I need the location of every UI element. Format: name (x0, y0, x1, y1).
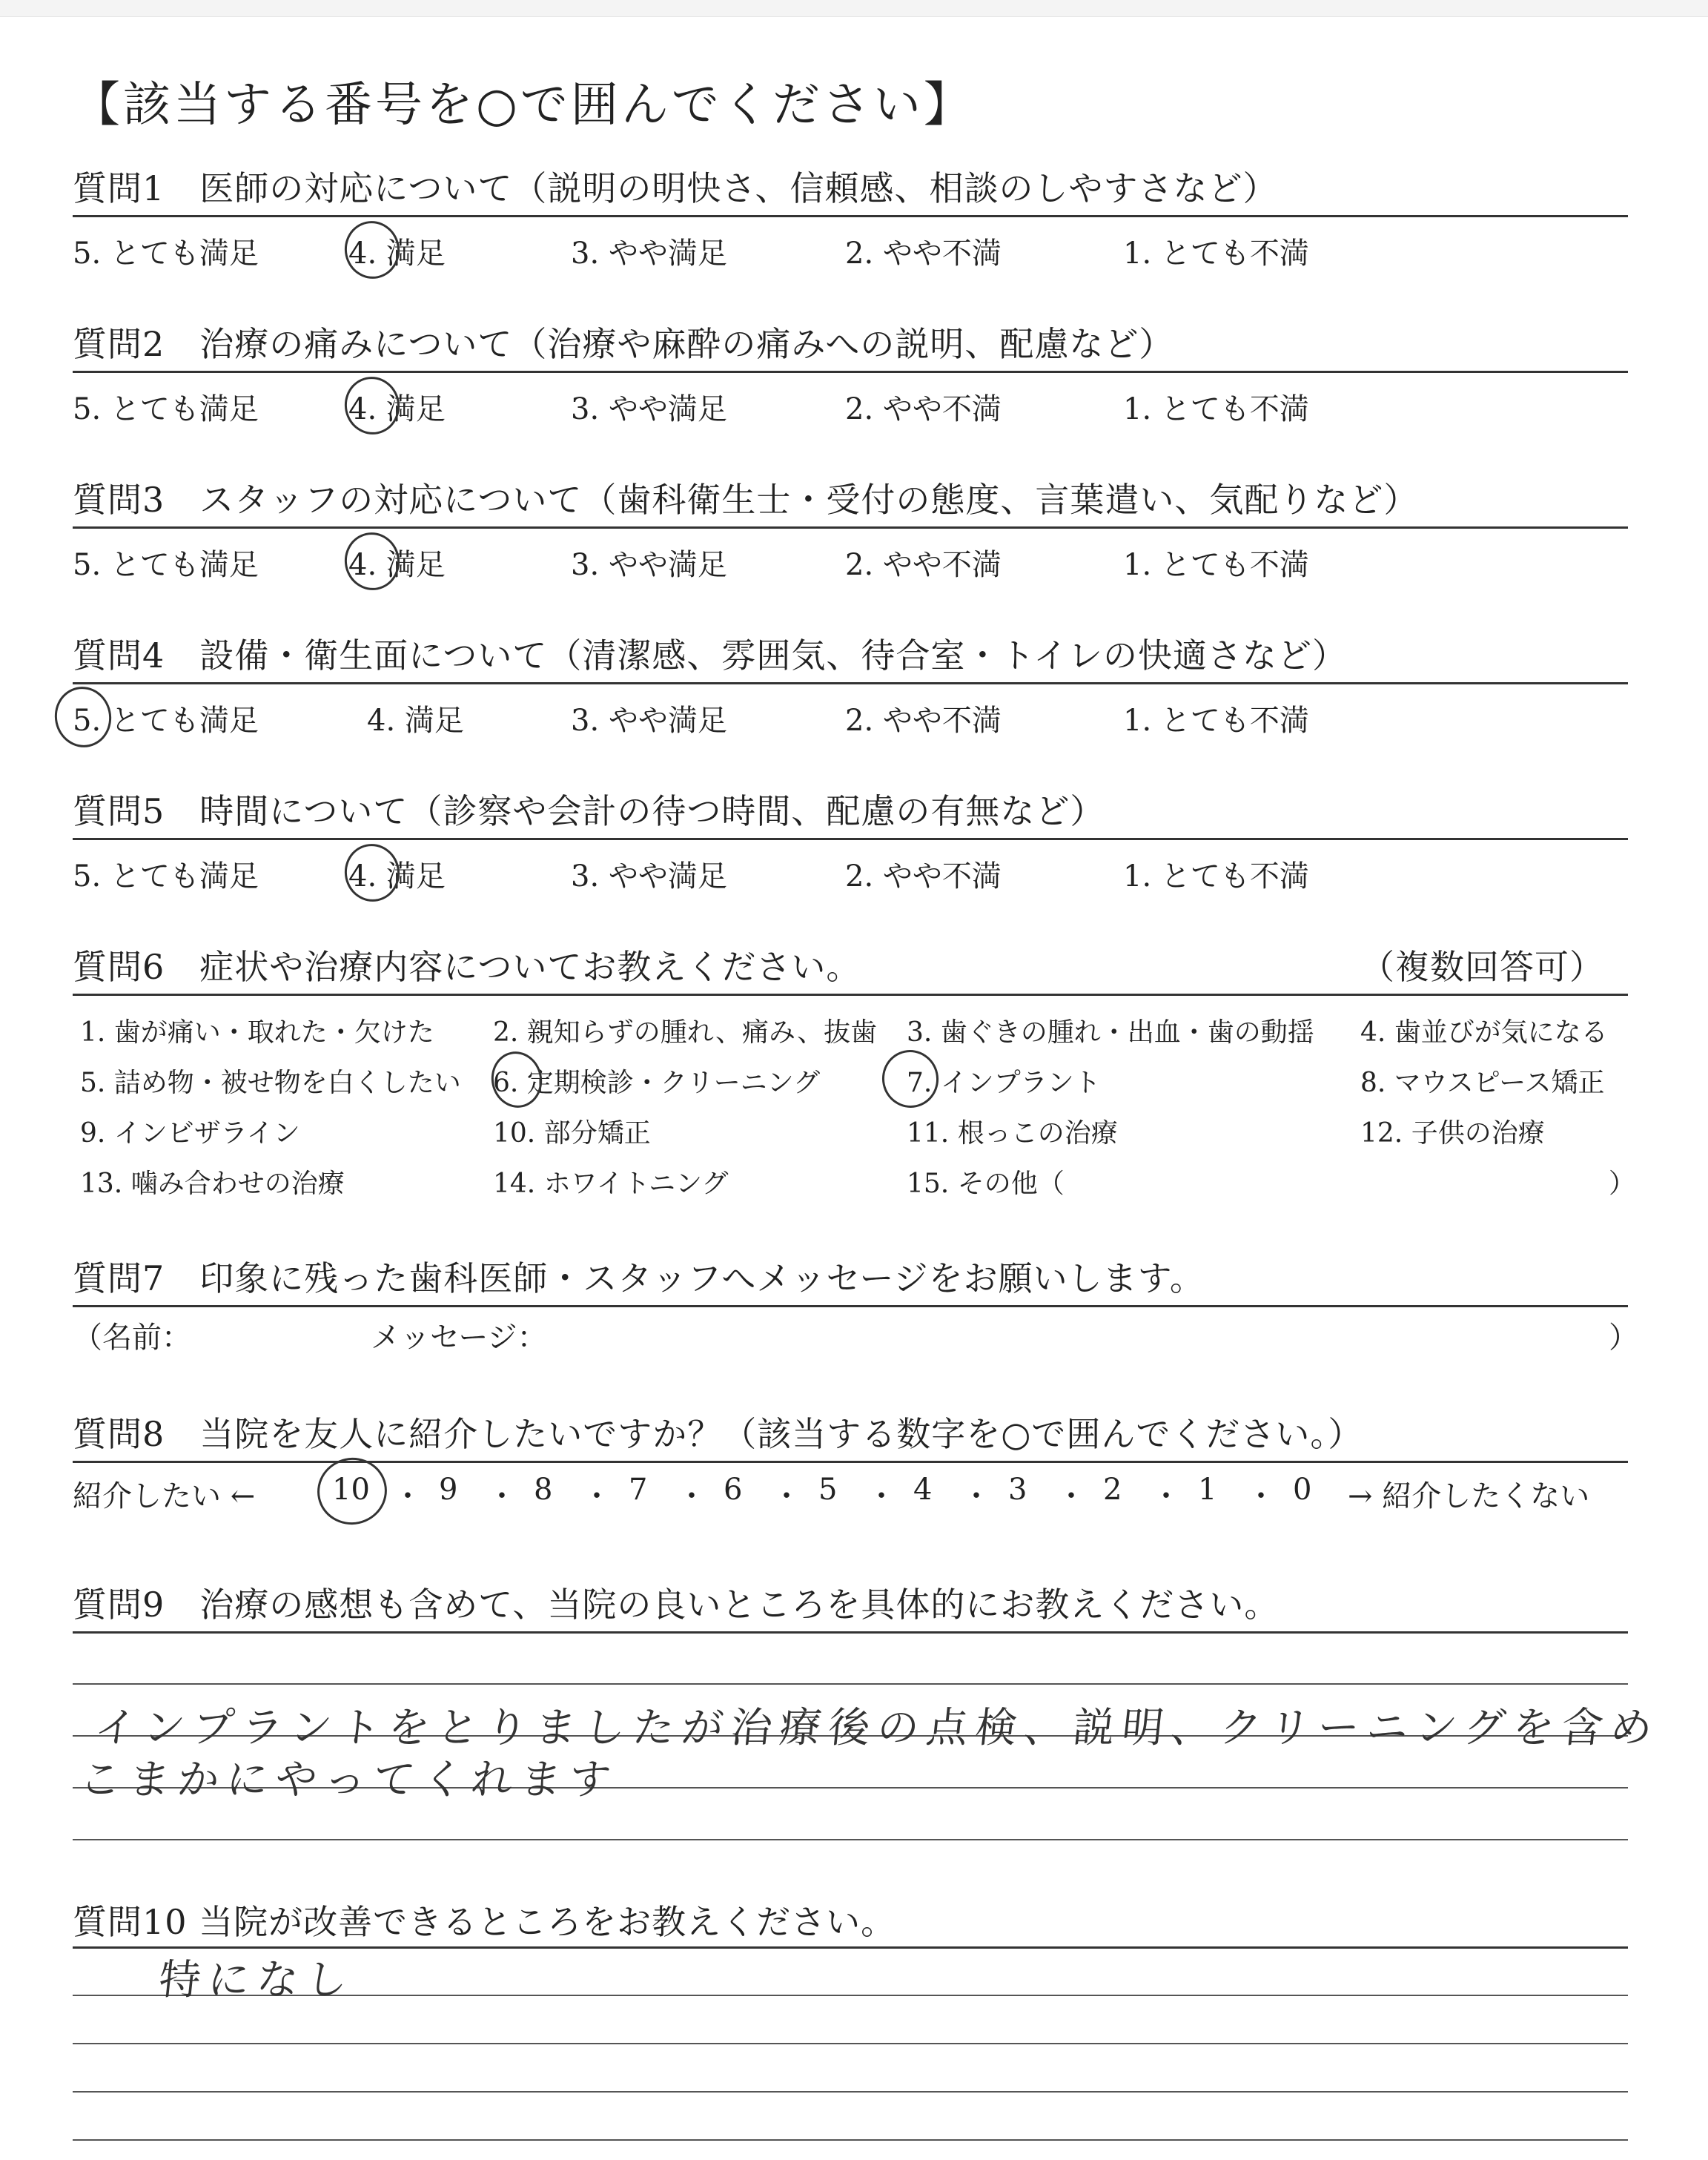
scale-5[interactable]: 5 (818, 1473, 838, 1507)
question-8-heading: 質問8 当院を友人に紹介したいですか？（該当する数字を○で囲んでください。） (73, 1414, 1363, 1454)
option-4[interactable]: 4. 満足 (348, 859, 446, 894)
answer-line (73, 2043, 1628, 2044)
scale-dot: ・ (1151, 1479, 1181, 1513)
selected-circle (340, 527, 406, 595)
question-1-heading: 質問1 医師の対応について（説明の明快さ、信頼感、相談のしやすさなど） (73, 168, 1278, 208)
option-2[interactable]: 2. やや不満 (845, 704, 1002, 738)
divider (73, 838, 1628, 840)
option-3[interactable]: 3. やや満足 (571, 859, 727, 894)
option-1[interactable]: 1. とても不満 (1123, 548, 1309, 582)
option-1[interactable]: 1. とても不満 (1123, 392, 1309, 426)
scale-9[interactable]: 9 (439, 1473, 458, 1507)
other-close-paren: ） (1609, 1169, 1636, 1199)
option-3[interactable]: 3. やや満足 (571, 237, 727, 271)
selected-circle (49, 681, 116, 753)
option-5[interactable]: 5. とても満足 (73, 548, 259, 582)
question-7-heading: 質問7 印象に残った歯科医師・スタッフへメッセージをお願いします。 (73, 1258, 1205, 1298)
scale-dot: ・ (582, 1479, 612, 1513)
option-5[interactable]: 5. とても満足 (73, 859, 259, 894)
scale-dot: ・ (487, 1479, 517, 1513)
scale-dot: ・ (393, 1479, 423, 1513)
message-label: メッセージ： (371, 1321, 547, 1355)
divider (73, 1461, 1628, 1463)
symptom-option[interactable]: 4. 歯並びが気になる (1360, 1017, 1608, 1048)
option-1[interactable]: 1. とても不満 (1123, 859, 1309, 894)
selected-circle (340, 839, 406, 907)
close-paren: ） (1609, 1321, 1638, 1355)
scale-2[interactable]: 2 (1103, 1473, 1122, 1507)
scale-10[interactable]: 10 (332, 1473, 370, 1507)
divider (73, 371, 1628, 373)
symptom-option[interactable]: 15. その他（ (907, 1169, 1065, 1199)
question-5-heading: 質問5 時間について（診察や会計の待つ時間、配慮の有無など） (73, 791, 1105, 831)
option-1[interactable]: 1. とても不満 (1123, 704, 1309, 738)
handwritten-answer-line-1: インプラントをとりましたが治療後の点検、説明、クリーニングを含め (92, 1704, 1662, 1752)
question-4-heading: 質問4 設備・衛生面について（清潔感、雰囲気、待合室・トイレの快適さなど） (73, 635, 1348, 676)
option-1[interactable]: 1. とても不満 (1123, 237, 1309, 271)
option-2[interactable]: 2. やや不満 (845, 859, 1002, 894)
handwritten-answer: 特になし (156, 1956, 357, 2004)
scale-dot: ・ (867, 1479, 896, 1513)
symptom-option[interactable]: 7. インプラント (907, 1068, 1101, 1098)
question-10-heading: 質問10 当院が改善できるところをお教えください。 (73, 1902, 896, 1942)
symptom-option[interactable]: 14. ホワイトニング (493, 1169, 729, 1199)
recommend-label: 紹介したい ← (73, 1479, 256, 1513)
scan-top-band (0, 0, 1708, 17)
symptom-option[interactable]: 11. 根っこの治療 (907, 1118, 1118, 1149)
scale-8[interactable]: 8 (534, 1473, 553, 1507)
option-4[interactable]: 4. 満足 (348, 237, 446, 271)
divider (73, 682, 1628, 684)
option-5[interactable]: 5. とても満足 (73, 392, 259, 426)
scale-dot: ・ (1246, 1479, 1276, 1513)
multiple-answers-note: （複数回答可） (1360, 947, 1604, 987)
scale-4[interactable]: 4 (913, 1473, 933, 1507)
symptom-option[interactable]: 10. 部分矯正 (493, 1118, 651, 1149)
option-5[interactable]: 5. とても満足 (73, 704, 259, 738)
option-3[interactable]: 3. やや満足 (571, 704, 727, 738)
option-4[interactable]: 4. 満足 (348, 548, 446, 582)
symptom-option[interactable]: 13. 噛み合わせの治療 (80, 1169, 345, 1199)
symptom-option[interactable]: 3. 歯ぐきの腫れ・出血・歯の動揺 (907, 1017, 1314, 1048)
divider (73, 526, 1628, 529)
scale-dot: ・ (1056, 1479, 1086, 1513)
scale-dot: ・ (772, 1479, 801, 1513)
page-title: 【該当する番号を○で囲んでください】 (73, 78, 974, 133)
question-2-heading: 質問2 治療の痛みについて（治療や麻酔の痛みへの説明、配慮など） (73, 324, 1174, 364)
question-9-heading: 質問9 治療の感想も含めて、当院の良いところを具体的にお教えください。 (73, 1585, 1280, 1625)
selected-circle (340, 216, 406, 284)
not-recommend-label: → 紹介したくない (1348, 1479, 1590, 1513)
symptom-option[interactable]: 12. 子供の治療 (1360, 1118, 1545, 1149)
scale-7[interactable]: 7 (629, 1473, 648, 1507)
selected-circle (311, 1451, 394, 1531)
scale-dot: ・ (677, 1479, 706, 1513)
question-3-heading: 質問3 スタッフの対応について（歯科衛生士・受付の態度、言葉遣い、気配りなど） (73, 480, 1419, 520)
scale-1[interactable]: 1 (1198, 1473, 1217, 1507)
option-5[interactable]: 5. とても満足 (73, 237, 259, 271)
selected-circle (486, 1047, 547, 1112)
option-2[interactable]: 2. やや不満 (845, 392, 1002, 426)
answer-line (73, 1631, 1628, 1634)
option-3[interactable]: 3. やや満足 (571, 548, 727, 582)
divider (73, 215, 1628, 217)
divider (73, 994, 1628, 996)
scale-dot: ・ (961, 1479, 991, 1513)
selected-circle (340, 371, 406, 440)
handwritten-answer-line-2: こまかにやってくれます (77, 1756, 620, 1804)
option-2[interactable]: 2. やや不満 (845, 548, 1002, 582)
symptom-option[interactable]: 5. 詰め物・被せ物を白くしたい (80, 1068, 461, 1098)
scale-0[interactable]: 0 (1293, 1473, 1312, 1507)
scale-3[interactable]: 3 (1008, 1473, 1027, 1507)
option-3[interactable]: 3. やや満足 (571, 392, 727, 426)
symptom-option[interactable]: 8. マウスピース矯正 (1360, 1068, 1605, 1098)
selected-circle (877, 1045, 944, 1113)
symptom-option[interactable]: 1. 歯が痛い・取れた・欠けた (80, 1017, 434, 1048)
symptom-option[interactable]: 9. インビザライン (80, 1118, 300, 1149)
question-6-heading: 質問6 症状や治療内容についてお教えください。 (73, 947, 861, 987)
symptom-option[interactable]: 6. 定期検診・クリーニング (493, 1068, 821, 1098)
option-4[interactable]: 4. 満足 (367, 704, 464, 738)
symptom-option[interactable]: 2. 親知らずの腫れ、痛み、抜歯 (493, 1017, 878, 1048)
scale-6[interactable]: 6 (724, 1473, 743, 1507)
name-label: （名前： (73, 1321, 191, 1355)
answer-line (73, 2091, 1628, 2093)
divider (73, 1305, 1628, 1307)
answer-line (73, 2139, 1628, 2141)
option-4[interactable]: 4. 満足 (348, 392, 446, 426)
option-2[interactable]: 2. やや不満 (845, 237, 1002, 271)
answer-line (73, 1683, 1628, 1685)
answer-line (73, 1839, 1628, 1840)
